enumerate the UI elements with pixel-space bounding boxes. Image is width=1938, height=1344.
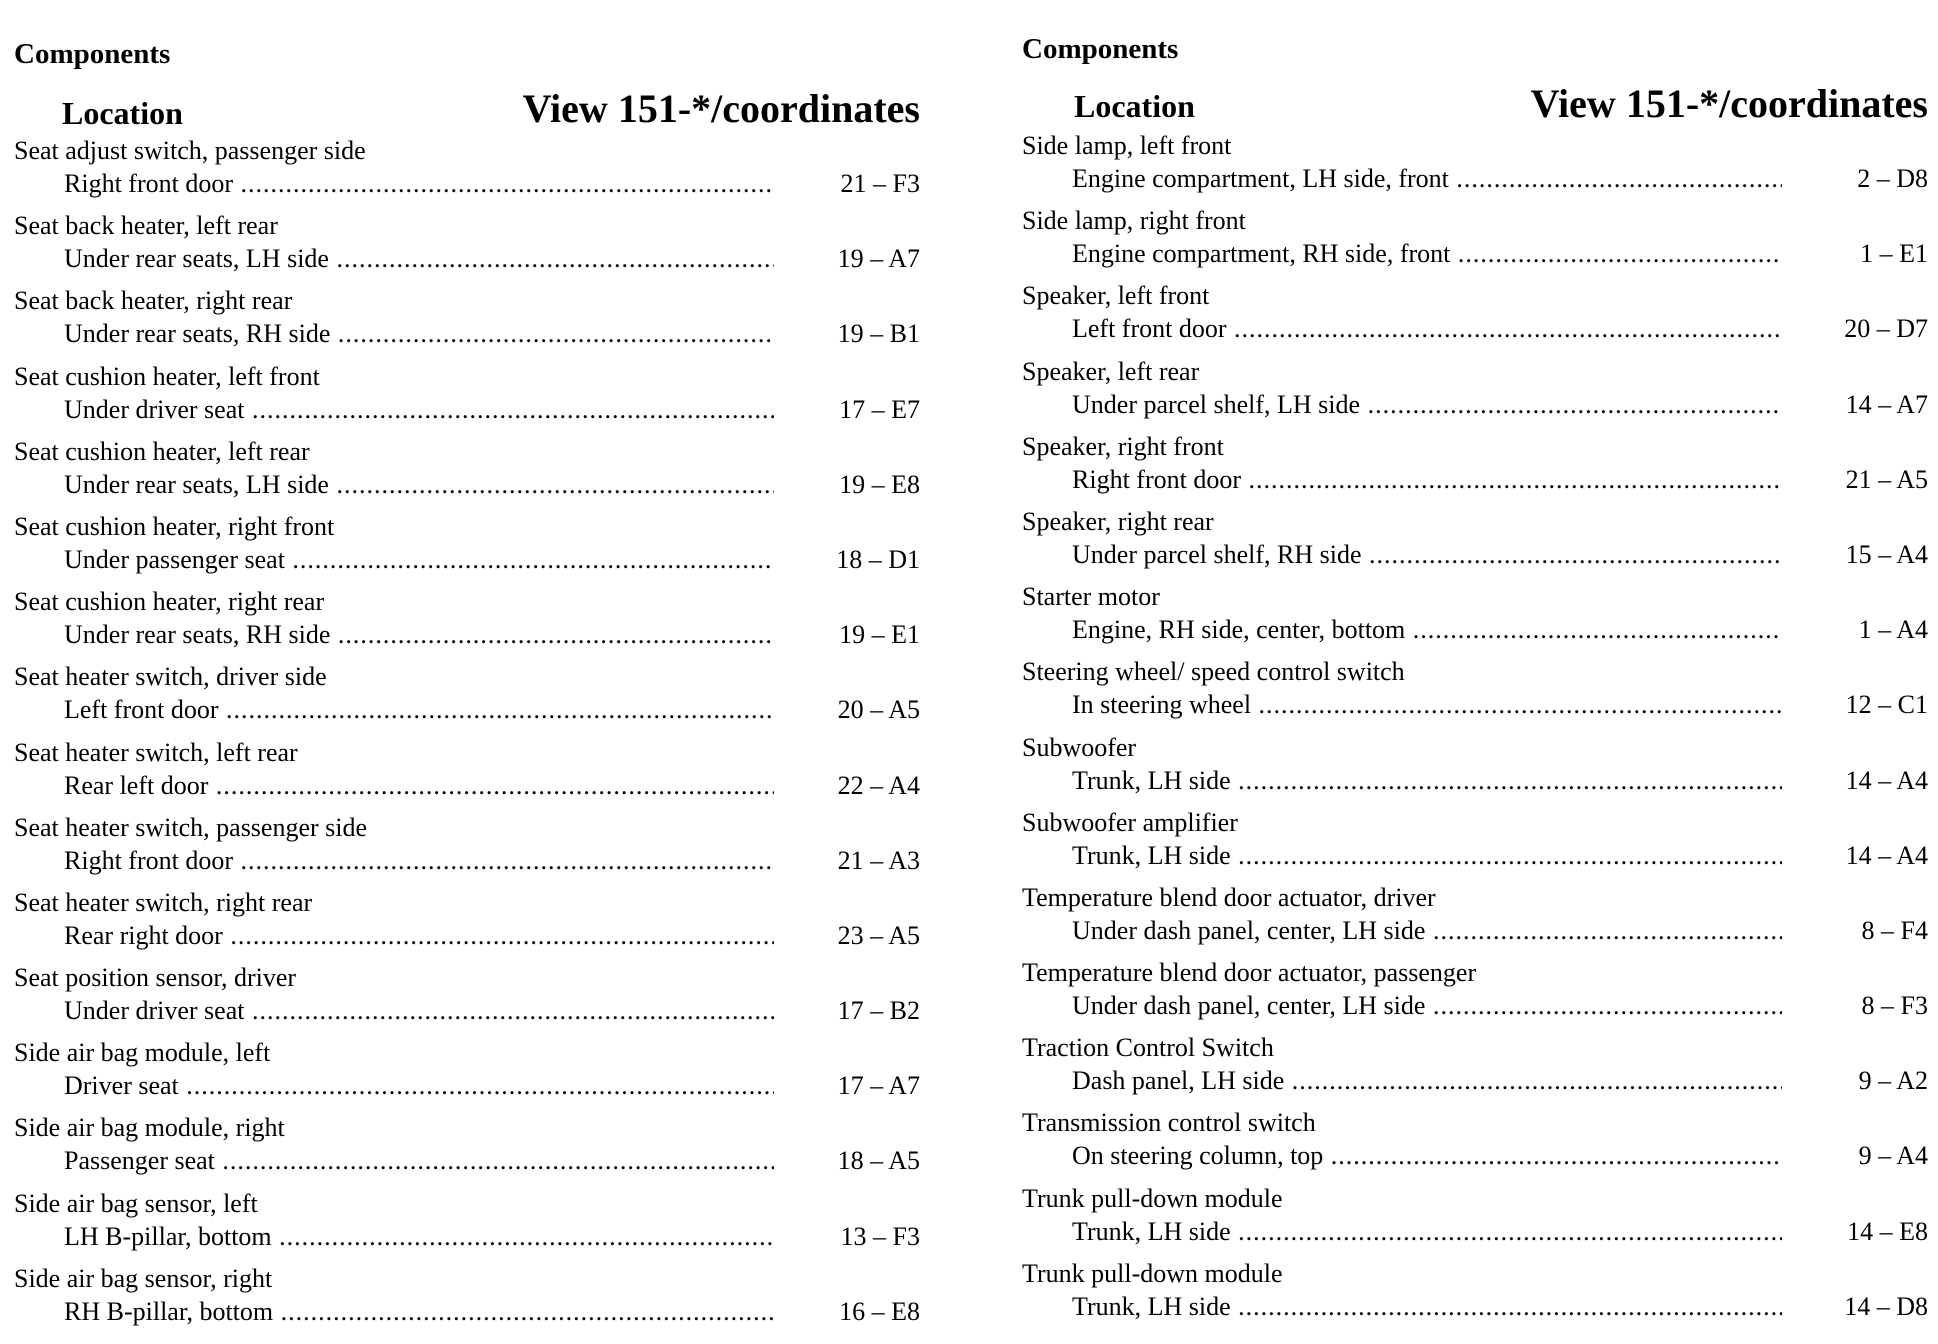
component-name: Seat adjust switch, passenger side xyxy=(14,136,366,165)
component-location: Trunk, LH side ..... xyxy=(1072,841,1782,871)
component-name: Transmission control switch xyxy=(1022,1108,1316,1138)
component-name: Traction Control Switch xyxy=(1022,1033,1274,1063)
location-line xyxy=(14,996,920,1026)
component-location: Under passenger seat ..... xyxy=(64,545,774,575)
location-line xyxy=(1022,766,1928,796)
list-item xyxy=(14,1189,920,1264)
component-name: Speaker, left front xyxy=(1022,281,1210,311)
list-item xyxy=(14,963,920,1038)
component-location: Under rear seats, RH side ..... xyxy=(64,620,774,650)
list-item xyxy=(14,136,920,211)
view-coordinate: 14 – A4 xyxy=(1788,766,1928,796)
component-location: Under rear seats, RH side ..... xyxy=(64,319,774,349)
component-location: RH B-pillar, bottom ..... xyxy=(64,1297,774,1327)
location-line xyxy=(14,695,920,725)
location-line xyxy=(1022,1292,1928,1322)
location-line xyxy=(1022,1066,1928,1096)
list-item xyxy=(1022,281,1928,356)
view-coordinate: 21 – A5 xyxy=(1788,465,1928,495)
view-coordinate: 9 – A4 xyxy=(1788,1141,1928,1171)
component-name: Speaker, right front xyxy=(1022,431,1224,461)
view-coordinate: 18 – A5 xyxy=(780,1146,920,1176)
location-line xyxy=(1022,390,1928,420)
view-coordinate: 13 – F3 xyxy=(780,1222,920,1252)
view-coordinate: 14 – A7 xyxy=(1788,390,1928,420)
view-coordinate: 21 – F3 xyxy=(780,169,920,199)
component-location: Right front door ..... xyxy=(64,169,774,199)
location-header: Location xyxy=(1074,88,1195,124)
component-name: Seat position sensor, driver xyxy=(14,963,297,993)
list-item xyxy=(1022,1259,1928,1334)
view-coordinate: 2 – D8 xyxy=(1788,164,1928,194)
component-location: Under parcel shelf, LH side ..... xyxy=(1072,390,1782,420)
list-item xyxy=(1022,733,1928,808)
view-coordinate: 14 – D8 xyxy=(1788,1292,1928,1322)
component-name: Subwoofer amplifier xyxy=(1022,807,1238,837)
list-item xyxy=(14,1038,920,1113)
location-line xyxy=(14,1297,920,1327)
component-name: Temperature blend door actuator, passenger xyxy=(1022,958,1477,988)
list-item xyxy=(14,738,920,813)
component-name: Seat back heater, right rear xyxy=(14,286,293,316)
component-location: Under parcel shelf, RH side ..... xyxy=(1072,540,1782,570)
component-location: Trunk, LH side ..... xyxy=(1072,766,1782,796)
component-name: Seat heater switch, passenger side xyxy=(14,812,368,842)
location-line xyxy=(1022,465,1928,495)
list-item xyxy=(14,211,920,286)
location-line xyxy=(1022,164,1928,194)
component-name: Seat cushion heater, right rear xyxy=(14,587,325,617)
list-item xyxy=(14,662,920,737)
location-line xyxy=(14,771,920,801)
component-name: Side air bag module, left xyxy=(14,1038,271,1068)
component-name: Side lamp, right front xyxy=(1022,206,1246,236)
list-item xyxy=(1022,206,1928,281)
component-name: Steering wheel/ speed control switch xyxy=(1022,657,1405,687)
location-line xyxy=(14,1071,920,1101)
component-location: Engine compartment, LH side, front ..... xyxy=(1072,164,1782,194)
component-location: Under driver seat ..... xyxy=(64,996,774,1026)
component-location: Under rear seats, LH side ..... xyxy=(64,244,774,274)
location-line xyxy=(14,846,920,876)
component-location: Left front door ..... xyxy=(1072,314,1782,344)
component-name: Side air bag sensor, left xyxy=(14,1188,258,1218)
component-name: Seat back heater, left rear xyxy=(14,211,278,241)
view-coordinate: 19 – E1 xyxy=(780,620,920,650)
component-list xyxy=(14,136,920,1339)
view-coordinates-header: View 151-*/coordinates xyxy=(522,86,920,131)
list-item xyxy=(1022,883,1928,958)
component-location: Under dash panel, center, LH side ..... xyxy=(1072,916,1782,946)
component-location: Under rear seats, LH side ..... xyxy=(64,470,774,500)
location-line xyxy=(14,470,920,500)
location-header: Location xyxy=(62,95,183,131)
location-line xyxy=(1022,314,1928,344)
list-item xyxy=(14,286,920,361)
list-item xyxy=(14,813,920,888)
component-location: Driver seat ..... xyxy=(64,1071,774,1101)
location-line xyxy=(14,169,920,199)
list-item xyxy=(1022,1184,1928,1259)
component-list xyxy=(1022,131,1928,1334)
list-item xyxy=(1022,357,1928,432)
list-item xyxy=(14,587,920,662)
location-line xyxy=(14,395,920,425)
view-coordinate: 16 – E8 xyxy=(780,1297,920,1327)
location-line xyxy=(1022,841,1928,871)
view-coordinate: 14 – A4 xyxy=(1788,841,1928,871)
component-name: Starter motor xyxy=(1022,582,1160,612)
view-coordinate: 17 – A7 xyxy=(780,1071,920,1101)
view-coordinate: 17 – E7 xyxy=(780,395,920,425)
component-name: Seat heater switch, right rear xyxy=(14,887,313,917)
view-coordinates-header: View 151-*/coordinates xyxy=(1530,81,1928,126)
component-name: Side air bag module, right xyxy=(14,1113,285,1143)
component-name: Subwoofer xyxy=(1022,732,1137,762)
location-line xyxy=(1022,239,1928,269)
location-line xyxy=(1022,540,1928,570)
section-title: Components xyxy=(1022,33,1179,65)
component-name: Side air bag sensor, right xyxy=(14,1263,273,1293)
view-coordinate: 19 – B1 xyxy=(780,319,920,349)
list-item xyxy=(14,437,920,512)
list-item xyxy=(14,1113,920,1188)
view-coordinate: 15 – A4 xyxy=(1788,540,1928,570)
list-item xyxy=(14,362,920,437)
view-coordinate: 8 – F3 xyxy=(1788,991,1928,1021)
component-name: Temperature blend door actuator, driver xyxy=(1022,882,1436,912)
component-location: Dash panel, LH side ..... xyxy=(1072,1066,1782,1096)
component-location: Trunk, LH side ..... xyxy=(1072,1292,1782,1322)
component-name: Speaker, left rear xyxy=(1022,356,1200,386)
list-item xyxy=(1022,808,1928,883)
location-line xyxy=(14,545,920,575)
view-coordinate: 12 – C1 xyxy=(1788,690,1928,720)
component-name: Seat cushion heater, left rear xyxy=(14,436,310,466)
component-name: Seat cushion heater, right front xyxy=(14,511,335,541)
component-location: Right front door ..... xyxy=(1072,465,1782,495)
view-coordinate: 1 – A4 xyxy=(1788,615,1928,645)
list-item xyxy=(14,512,920,587)
component-name: Trunk pull-down module xyxy=(1022,1258,1283,1288)
list-item xyxy=(1022,507,1928,582)
location-line xyxy=(14,620,920,650)
location-line xyxy=(14,244,920,274)
component-location: Passenger seat ..... xyxy=(64,1146,774,1176)
view-coordinate: 22 – A4 xyxy=(780,771,920,801)
location-line xyxy=(1022,1141,1928,1171)
list-item xyxy=(1022,1033,1928,1108)
location-line xyxy=(1022,991,1928,1021)
component-location: Right front door ..... xyxy=(64,846,774,876)
component-location: Under driver seat ..... xyxy=(64,395,774,425)
component-location: Trunk, LH side ..... xyxy=(1072,1217,1782,1247)
section-title: Components xyxy=(14,38,171,70)
view-coordinate: 17 – B2 xyxy=(780,996,920,1026)
view-coordinate: 21 – A3 xyxy=(780,846,920,876)
component-name: Seat heater switch, left rear xyxy=(14,737,298,767)
view-coordinate: 1 – E1 xyxy=(1788,239,1928,269)
component-name: Trunk pull-down module xyxy=(1022,1183,1283,1213)
component-location: LH B-pillar, bottom ..... xyxy=(64,1222,774,1252)
view-coordinate: 8 – F4 xyxy=(1788,916,1928,946)
view-coordinate: 20 – A5 xyxy=(780,695,920,725)
component-name: Speaker, right rear xyxy=(1022,506,1214,536)
view-coordinate: 23 – A5 xyxy=(780,921,920,951)
component-name: Side lamp, left front xyxy=(1022,131,1232,160)
list-item xyxy=(14,888,920,963)
component-location: Under dash panel, center, LH side ..... xyxy=(1072,991,1782,1021)
location-line xyxy=(1022,615,1928,645)
list-item xyxy=(1022,432,1928,507)
component-location: Engine compartment, RH side, front ..... xyxy=(1072,239,1782,269)
component-location: Engine, RH side, center, bottom ..... xyxy=(1072,615,1782,645)
location-line xyxy=(14,1146,920,1176)
view-coordinate: 19 – A7 xyxy=(780,244,920,274)
component-location: Left front door ..... xyxy=(64,695,774,725)
component-location: On steering column, top ..... xyxy=(1072,1141,1782,1171)
location-line xyxy=(14,1222,920,1252)
list-item xyxy=(1022,1108,1928,1183)
location-line xyxy=(14,921,920,951)
location-line xyxy=(1022,690,1928,720)
view-coordinate: 19 – E8 xyxy=(780,470,920,500)
list-item xyxy=(1022,958,1928,1033)
component-location: In steering wheel ..... xyxy=(1072,690,1782,720)
location-line xyxy=(1022,916,1928,946)
view-coordinate: 20 – D7 xyxy=(1788,314,1928,344)
location-line xyxy=(14,319,920,349)
view-coordinate: 14 – E8 xyxy=(1788,1217,1928,1247)
view-coordinate: 18 – D1 xyxy=(780,545,920,575)
list-item xyxy=(1022,657,1928,732)
component-location: Rear right door ..... xyxy=(64,921,774,951)
location-line xyxy=(1022,1217,1928,1247)
component-name: Seat cushion heater, left front xyxy=(14,361,320,391)
list-item xyxy=(1022,582,1928,657)
component-location: Rear left door ..... xyxy=(64,771,774,801)
list-item xyxy=(1022,131,1928,206)
view-coordinate: 9 – A2 xyxy=(1788,1066,1928,1096)
component-name: Seat heater switch, driver side xyxy=(14,662,327,692)
list-item xyxy=(14,1264,920,1339)
